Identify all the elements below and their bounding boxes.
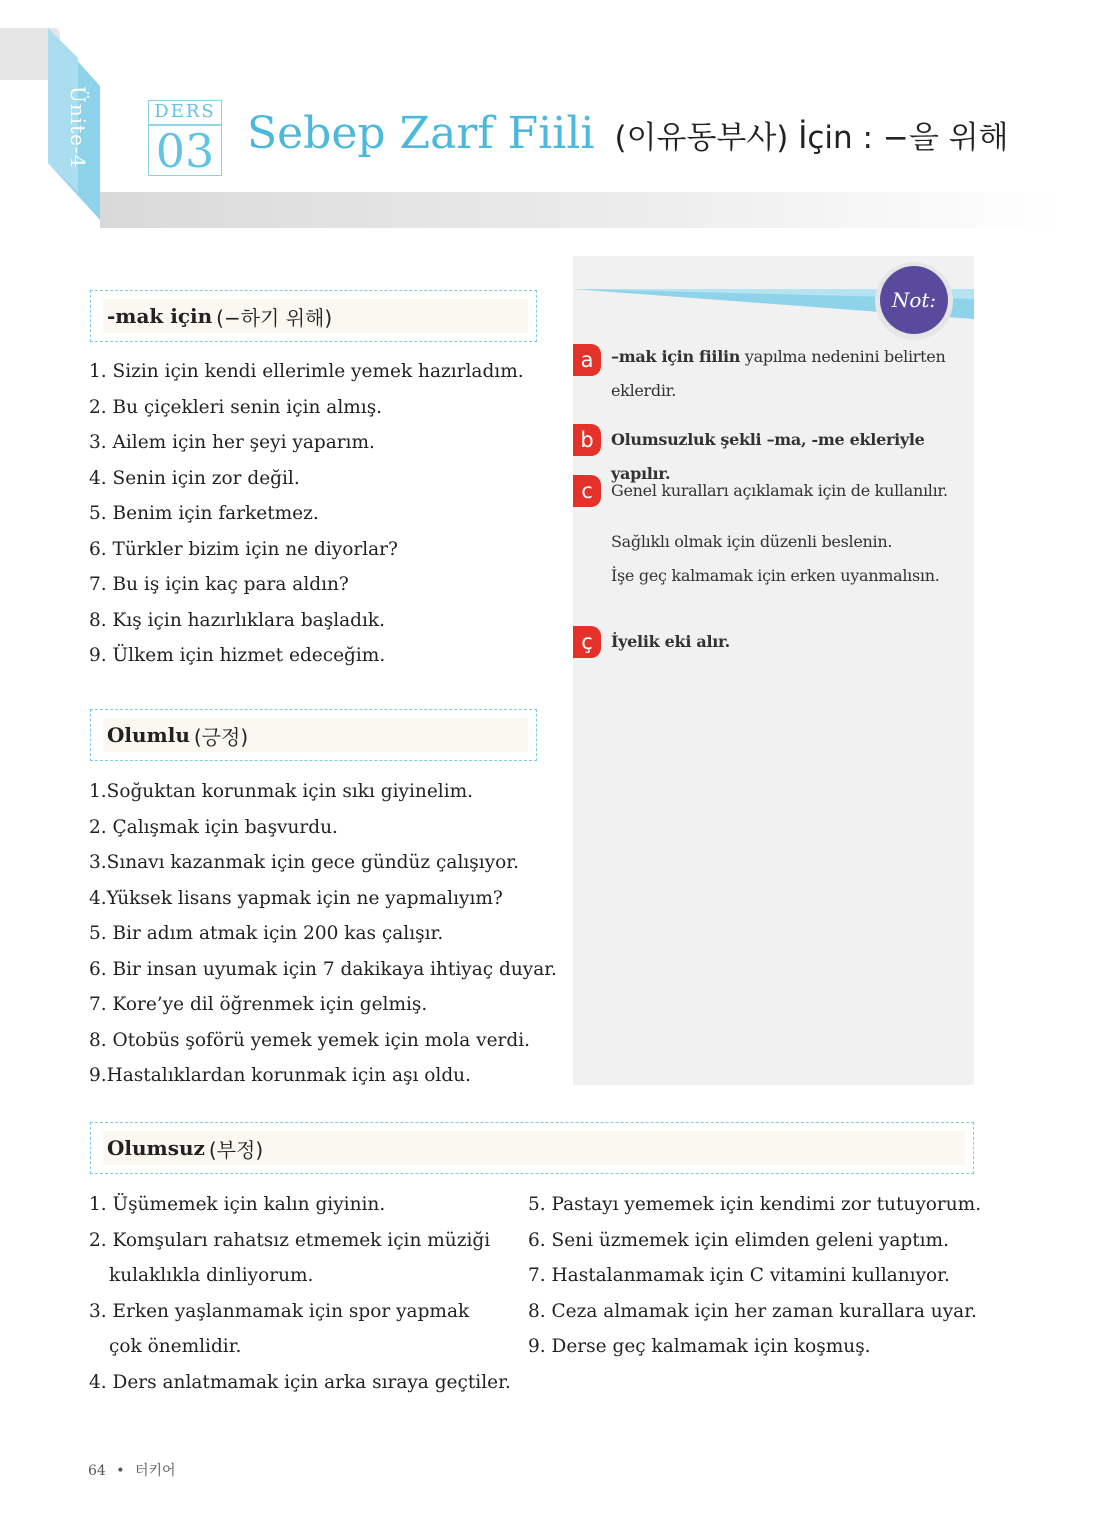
note-example-2: İşe geç kalmamak için erken uyanmalısın. bbox=[611, 566, 940, 585]
list-item: 5. Pastayı yememek için kendimi zor tutuyorum. bbox=[528, 1194, 982, 1215]
header-band bbox=[100, 192, 1060, 228]
note-item-b bbox=[573, 424, 973, 483]
note-a-bold: –mak için fiilin bbox=[611, 347, 741, 366]
ders-label: DERS bbox=[154, 101, 216, 122]
list-item: 7. Hastalanmamak için C vitamini kullanıyor. bbox=[528, 1265, 950, 1286]
list-item: 6. Seni üzmemek için elimden geleni yaptım. bbox=[528, 1229, 949, 1251]
unit-label: Ünite-4 bbox=[66, 86, 90, 169]
title-main: Sebep Zarf Fiili bbox=[247, 108, 595, 159]
note-letter-c: c bbox=[573, 475, 601, 507]
section-mak-header bbox=[90, 290, 537, 342]
section-olumlu-header bbox=[90, 709, 537, 761]
ders-number: 03 bbox=[155, 124, 215, 178]
page-footer bbox=[88, 1460, 176, 1480]
page-number: 64 bbox=[88, 1463, 106, 1479]
list-item: 7. Bu iş için kaç para aldın? bbox=[89, 574, 349, 595]
list-item: 1.Soğuktan korunmak için sıkı giyinelim. bbox=[89, 781, 474, 802]
note-letter-b: b bbox=[573, 424, 601, 456]
note-c-text: Genel kuralları açıklamak için de kullanılır. bbox=[611, 481, 948, 500]
list-item: 4. Senin için zor değil. bbox=[89, 467, 300, 489]
list-item: 9.Hastalıklardan korunmak için aşı oldu. bbox=[89, 1065, 471, 1086]
note-badge-label: Not: bbox=[891, 288, 937, 312]
note-item-c bbox=[573, 475, 973, 511]
section-olumlu-title: Olumlu bbox=[107, 723, 190, 747]
title-sub: (이유동부사) İçin : −을 위해 bbox=[614, 120, 1009, 156]
list-item: 5. Benim için farketmez. bbox=[89, 503, 319, 524]
list-item: 6. Türkler bizim için ne diyorlar? bbox=[89, 538, 398, 560]
note-a-line2: eklerdir. bbox=[611, 381, 677, 400]
list-item: 1. Sizin için kendi ellerimle yemek hazırladım. bbox=[89, 361, 524, 382]
section-olumlu-list bbox=[89, 774, 557, 1094]
section-mak-title-kr: (−하기 위해) bbox=[216, 305, 333, 330]
section-olumsuz-left-list bbox=[89, 1187, 511, 1400]
list-item: 3. Ailem için her şeyi yaparım. bbox=[89, 432, 375, 453]
section-olumsuz-header bbox=[90, 1122, 974, 1174]
list-item: 2. Komşuları rahatsız etmemek için müziği bbox=[89, 1229, 491, 1251]
list-item: 9. Derse geç kalmamak için koşmuş. bbox=[528, 1336, 871, 1357]
note-item-cc bbox=[573, 626, 973, 662]
note-b-text: Olumsuzluk şekli –ma, -me ekleriyle yapılır. bbox=[611, 430, 925, 483]
list-item: 1. Üşümemek için kalın giyinin. bbox=[89, 1194, 386, 1215]
note-item-a bbox=[573, 340, 973, 412]
note-letter-cc: ç bbox=[573, 626, 601, 658]
note-examples bbox=[573, 525, 973, 597]
book-title: 터키어 bbox=[135, 1463, 176, 1479]
list-item: 7. Kore’ye dil öğrenmek için gelmiş. bbox=[89, 994, 428, 1015]
list-item: 2. Bu çiçekleri senin için almış. bbox=[89, 396, 383, 418]
footer-separator: • bbox=[116, 1463, 125, 1479]
section-olumsuz-title-kr: (부정) bbox=[208, 1137, 264, 1162]
list-item: 4.Yüksek lisans yapmak için ne yapmalıyım? bbox=[89, 887, 503, 909]
section-olumsuz-right-list bbox=[528, 1187, 981, 1365]
list-item: 8. Kış için hazırlıklara başladık. bbox=[89, 609, 385, 631]
section-mak-list bbox=[89, 354, 524, 674]
list-item: 2. Çalışmak için başvurdu. bbox=[89, 816, 338, 838]
note-a-text: yapılma nedenini belirten bbox=[740, 347, 946, 366]
list-item: 8. Otobüs şoförü yemek yemek için mola verdi. bbox=[89, 1029, 531, 1051]
list-item-continuation: çok önemlidir. bbox=[109, 1336, 242, 1357]
list-item: 3. Erken yaşlanmamak için spor yapmak bbox=[89, 1300, 470, 1322]
note-letter-a: a bbox=[573, 344, 601, 376]
list-item-continuation: kulaklıkla dinliyorum. bbox=[109, 1265, 314, 1286]
section-olumlu-title-kr: (긍정) bbox=[193, 724, 249, 749]
section-mak-title: -mak için bbox=[107, 304, 213, 328]
section-olumsuz-title: Olumsuz bbox=[107, 1136, 205, 1160]
note-example-1: Sağlıklı olmak için düzenli beslenin. bbox=[611, 532, 893, 551]
note-cc-text: İyelik eki alır. bbox=[611, 632, 730, 651]
list-item: 8. Ceza almamak için her zaman kurallara uyar. bbox=[528, 1300, 977, 1322]
list-item: 9. Ülkem için hizmet edeceğim. bbox=[89, 645, 386, 666]
list-item: 3.Sınavı kazanmak için gece gündüz çalışıyor. bbox=[89, 852, 519, 873]
page-title bbox=[247, 108, 1009, 159]
list-item: 4. Ders anlatmamak için arka sıraya geçtiler. bbox=[89, 1371, 511, 1393]
list-item: 5. Bir adım atmak için 200 kas çalışır. bbox=[89, 923, 444, 944]
list-item: 6. Bir insan uyumak için 7 dakikaya ihtiyaç duyar. bbox=[89, 958, 557, 980]
